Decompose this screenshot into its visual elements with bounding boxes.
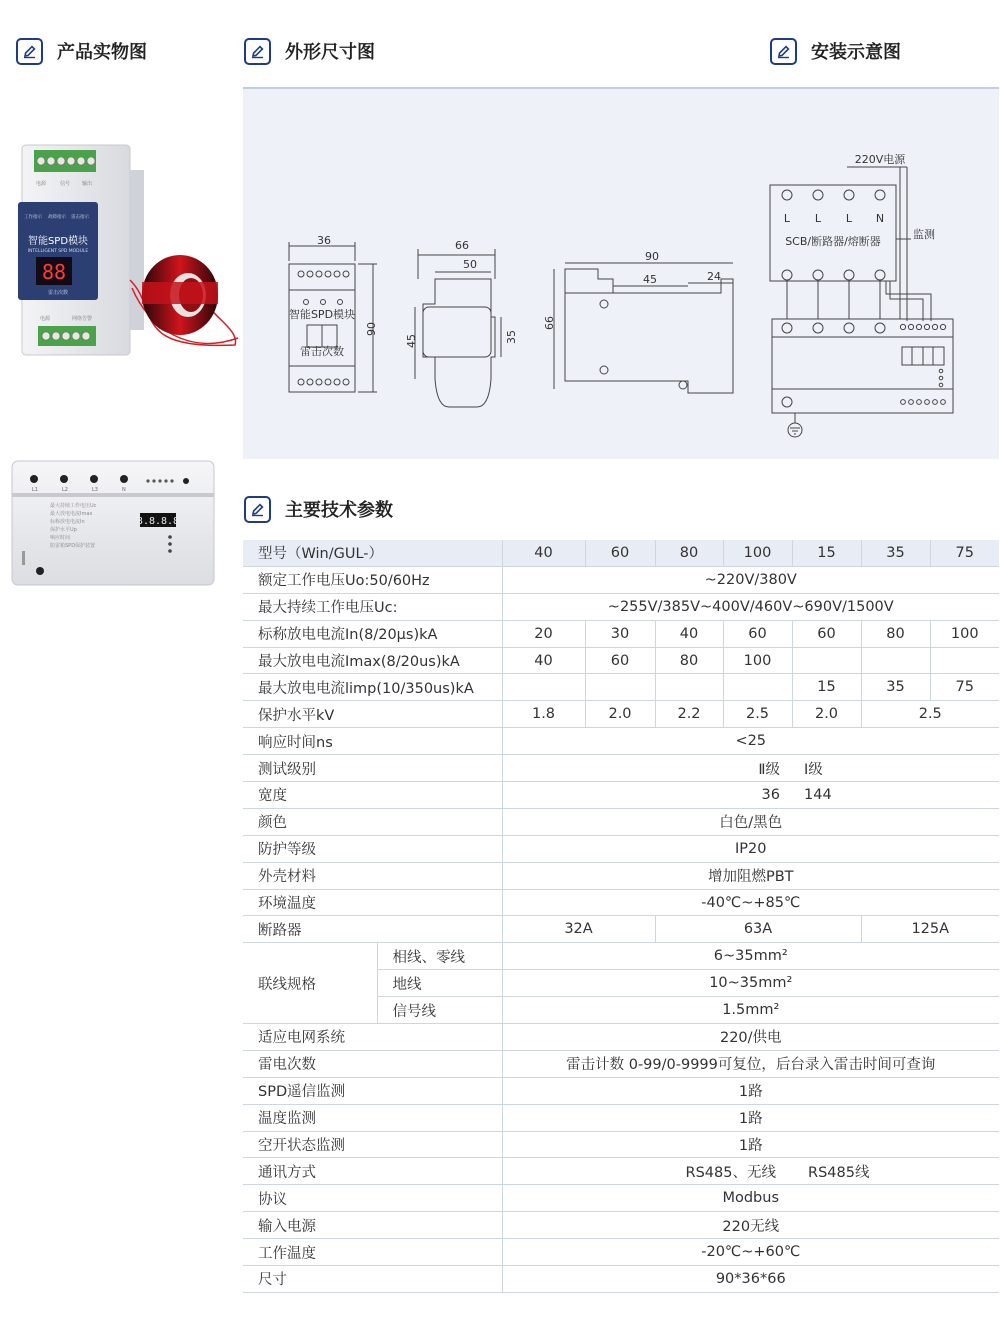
row-label: 测试级别 [243,755,502,782]
row-label: 温度监测 [243,1104,502,1131]
row-sublabel: 信号线 [377,997,502,1024]
table-row [243,1050,999,1077]
side-label: 信号 [60,181,71,187]
dim-front-view [289,234,378,392]
table-row [243,755,999,782]
install-terminal: L [845,212,853,225]
row-value: 60 [792,620,861,647]
row-value: 20 [502,620,585,647]
dim-top-right: 24 [707,270,721,283]
table-row [243,593,999,620]
fine-text: 响应时间 [50,535,71,541]
row-value: 2.0 [585,701,655,728]
row-label: 宽度 [243,782,502,809]
pencil-icon [16,38,43,65]
table-row [243,540,999,566]
row-value: RS485线 [792,1158,999,1185]
terminal-label: L1 [32,487,38,493]
row-value: 35 [861,674,930,701]
row-sublabel: 相线、零线 [377,943,502,970]
row-label: 最大放电电流limp(10/350us)kA [243,674,502,701]
table-row [243,808,999,835]
row-value: 15 [792,674,861,701]
section-header-dimensions [244,31,375,71]
row-label: 通讯方式 [243,1158,502,1185]
row-label: 颜色 [243,808,502,835]
row-value: RS485、无线 [502,1158,792,1185]
model-cell: 35 [861,540,930,566]
row-label: 环境温度 [243,889,502,916]
row-value: 10~35mm² [502,970,999,997]
table-row [243,889,999,916]
empty-cell [502,674,585,701]
empty-cell [585,674,655,701]
row-value: 63A [655,916,861,943]
fine-text: 保护水平Up [50,527,77,533]
section-header-product-photo [16,31,147,71]
row-value: 40 [655,620,723,647]
fine-text: 最大持续工作电压Uc [50,503,97,509]
terminal-label: L2 [62,487,68,493]
install-breaker-label: SCB/断路器/熔断器 [785,235,881,248]
model-cell: 60 [585,540,655,566]
row-label: 响应时间ns [243,728,502,755]
panel-display: 8.8.8.8 [136,516,180,527]
row-label: 保护水平kV [243,701,502,728]
table-row [243,620,999,647]
dim-side-view [405,239,518,407]
empty-cell [930,647,999,674]
section-title: 主要技术参数 [285,500,393,521]
row-value: -40℃~+85℃ [502,889,999,916]
empty-cell [792,647,861,674]
table-row [243,647,999,674]
row-value: 60 [585,647,655,674]
row-value: 40 [502,647,585,674]
table-row [243,728,999,755]
empty-cell [655,674,723,701]
module-name-en: INTELLIGENT SPD MODULE [27,249,89,254]
row-label: 联线规格 [243,943,377,1024]
row-value: 144 [792,782,999,809]
install-schematic [770,152,953,437]
table-row [243,1077,999,1104]
top-label: 雷击指示 [71,215,89,220]
table-row [243,1158,999,1185]
product-photo-spd-module [10,140,242,370]
table-row [243,943,999,970]
section-header-tech-params [244,489,393,529]
table-row [243,674,999,701]
table-row [243,1185,999,1212]
dim-side-width: 66 [455,239,469,252]
dim-side-h2: 35 [505,330,518,344]
model-cell: 15 [792,540,861,566]
dim-side-h1: 45 [405,334,418,348]
table-row [243,835,999,862]
row-label: 适应电网系统 [243,1024,502,1051]
fine-text: 防雷箱SPD保护装置 [50,543,96,549]
row-value: 1.5mm² [502,997,999,1024]
row-label: 断路器 [243,916,502,943]
table-row [243,1266,999,1293]
table-row [243,1239,999,1266]
row-value: 220/供电 [502,1024,999,1051]
row-value: 30 [585,620,655,647]
row-value: 220无线 [502,1212,999,1239]
top-label: 故障指示 [48,215,66,220]
section-title: 外形尺寸图 [285,42,375,63]
row-value: -20℃~+60℃ [502,1239,999,1266]
row-label: SPD遥信监测 [243,1077,502,1104]
row-value: 80 [861,620,930,647]
section-title: 产品实物图 [57,42,147,63]
row-value: Ⅰ级 [792,755,999,782]
row-label: 协议 [243,1185,502,1212]
side-label: 电源 [36,181,47,187]
bottom-label: 电源 [40,316,51,322]
row-value: 2.5 [861,701,999,728]
row-value: 雷击计数 0-99/0-9999可复位，后台录入雷击时间可查询 [502,1050,999,1077]
section-title: 安装示意图 [811,42,901,63]
row-value: 1路 [502,1077,999,1104]
dim-front-height: 90 [365,322,378,336]
pencil-icon [244,38,271,65]
row-value: 1路 [502,1131,999,1158]
table-row [243,782,999,809]
row-label: 额定工作电压Uo:50/60Hz [243,566,502,593]
table-row [243,1024,999,1051]
row-value: 32A [502,916,655,943]
table-row [243,916,999,943]
row-value: 2.0 [792,701,861,728]
row-value: 60 [723,620,792,647]
row-value: 75 [930,674,999,701]
row-label: 雷电次数 [243,1050,502,1077]
terminal-label: N [122,487,126,493]
dim-top-length: 90 [645,250,659,263]
row-label: 最大持续工作电压Uc: [243,593,502,620]
install-terminal: L [783,212,791,225]
spec-table [243,540,999,1293]
row-value: 2.2 [655,701,723,728]
row-value: Modbus [502,1185,999,1212]
row-value: 100 [930,620,999,647]
install-terminal: L [814,212,822,225]
row-label: 标称放电电流In(8/20μs)kA [243,620,502,647]
row-value: ~255V/385V~400V/460V~690V/1500V [502,593,999,620]
row-value: 36 [502,782,792,809]
fine-text: 最大放电电流Imax [50,511,93,517]
row-value: Ⅱ级 [502,755,792,782]
row-label: 外壳材料 [243,862,502,889]
model-cell: 75 [930,540,999,566]
install-terminal: N [875,212,885,225]
install-power-label: 220V电源 [854,153,906,166]
table-row [243,862,999,889]
counter-label: 雷击次数 [47,290,69,296]
model-cell: 80 [655,540,723,566]
empty-cell [861,647,930,674]
dim-front-width: 36 [317,234,331,247]
row-value: 1.8 [502,701,585,728]
row-value: 1路 [502,1104,999,1131]
row-value: 80 [655,647,723,674]
table-row [243,701,999,728]
product-photo-spd-4p [10,455,220,595]
row-sublabel: 地线 [377,970,502,997]
module-name: 智能SPD模块 [27,236,89,247]
model-cell: 100 [723,540,792,566]
side-label: 输出 [82,181,93,187]
row-label: 输入电源 [243,1212,502,1239]
row-label: 防护等级 [243,835,502,862]
led-display: 88 [41,260,67,284]
dim-counter-label: 雷击次数 [300,345,344,358]
row-value: IP20 [502,835,999,862]
dim-module-label: 智能SPD模块 [288,308,356,321]
fine-text: 标称放电电流In [50,519,85,525]
pencil-icon [244,496,271,523]
install-monitor-label: 监测 [913,228,935,241]
row-value: ~220V/380V [502,566,999,593]
dim-top-height: 66 [543,316,556,330]
row-value: 2.5 [723,701,792,728]
row-label: 工作温度 [243,1239,502,1266]
row-value: 增加阻燃PBT [502,862,999,889]
table-row [243,1212,999,1239]
dim-top-mid: 45 [643,273,657,286]
table-row [243,566,999,593]
table-row [243,1104,999,1131]
drawings [243,89,999,457]
empty-cell [723,674,792,701]
section-header-installation [770,31,901,71]
row-value: 100 [723,647,792,674]
top-label: 工作指示 [24,215,42,220]
row-label: 尺寸 [243,1266,502,1293]
bottom-label: 网络告警 [72,316,93,322]
row-value: 6~35mm² [502,943,999,970]
row-label: 最大放电电流Imax(8/20us)kA [243,647,502,674]
table-row [243,1131,999,1158]
dim-top-view [543,250,733,393]
row-value: 90*36*66 [502,1266,999,1293]
pencil-icon [770,38,797,65]
row-label: 型号（Win/GUL-） [243,540,502,566]
model-cell: 40 [502,540,585,566]
row-label: 空开状态监测 [243,1131,502,1158]
dim-side-inner: 50 [463,258,477,271]
row-value: 白色/黑色 [502,808,999,835]
row-value: 125A [861,916,999,943]
terminal-label: L3 [92,487,98,493]
row-value: <25 [502,728,999,755]
